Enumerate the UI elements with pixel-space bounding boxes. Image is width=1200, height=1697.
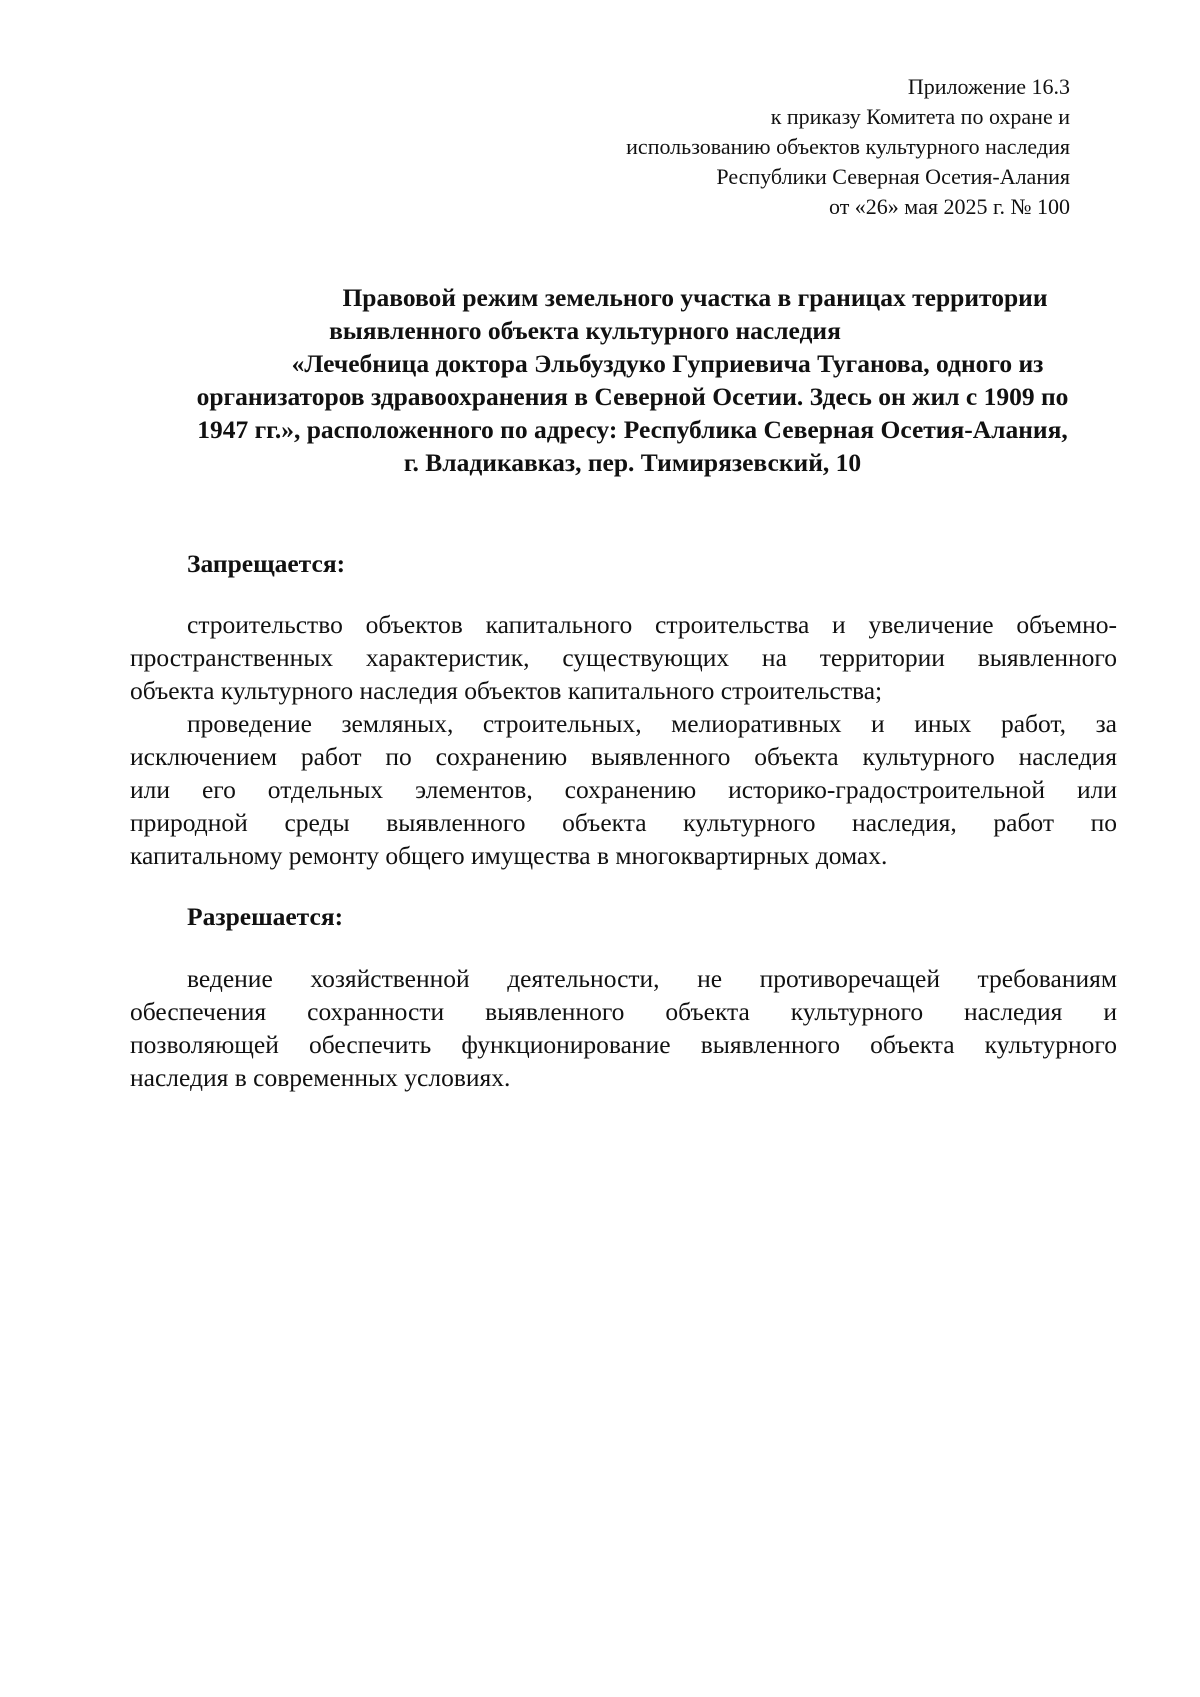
appendix-date-number: от «26» мая 2025 г. № 100 [828, 194, 1070, 219]
paragraph-line: проведение земляных, строительных, мелиоративных и иных работ, за [187, 709, 1117, 738]
appendix-republic: Республики Северная Осетия-Алания [716, 164, 1070, 189]
forbidden-heading: Запрещается: [187, 549, 346, 578]
paragraph-line: исключением работ по сохранению выявленного объекта культурного наследия [130, 742, 1117, 771]
paragraph-line: строительство объектов капитального строительства и увеличение объемно- [187, 610, 1117, 639]
title-line: выявленного объекта культурного наследия [329, 316, 841, 345]
paragraph-line: позволяющей обеспечить функционирование выявленного объекта культурного [130, 1030, 1117, 1059]
appendix-order-ref: к приказу Комитета по охране и [770, 104, 1070, 129]
title-line: организаторов здравоохранения в Северной Осетии. Здесь он жил с 1909 по [196, 382, 1069, 411]
paragraph-line: пространственных характеристик, существующих на территории выявленного [130, 643, 1117, 672]
appendix-header [470, 72, 1070, 222]
paragraph-line: капитальному ремонту общего имущества в многоквартирных домах. [130, 841, 888, 870]
document-title [145, 281, 1120, 479]
allowed-paragraph-activity [130, 962, 1117, 1094]
allowed-heading: Разрешается: [187, 902, 344, 931]
title-line: Правовой режим земельного участка в границах территории [342, 283, 1048, 312]
paragraph-line: или его отдельных элементов, сохранению историко-градостроительной или [130, 775, 1117, 804]
title-line: «Лечебница доктора Эльбуздуко Гуприевича Туганова, одного из [291, 349, 1044, 378]
paragraph-line: обеспечения сохранности выявленного объекта культурного наследия и [130, 997, 1117, 1026]
paragraph-line: ведение хозяйственной деятельности, не противоречащей требованиям [187, 964, 1117, 993]
forbidden-paragraph-works [130, 707, 1117, 872]
forbidden-paragraph-construction [130, 608, 1117, 707]
title-line: г. Владикавказ, пер. Тимирязевский, 10 [403, 448, 862, 477]
appendix-number: Приложение 16.3 [907, 74, 1070, 99]
paragraph-line: наследия в современных условиях. [130, 1063, 511, 1092]
paragraph-line: природной среды выявленного объекта культурного наследия, работ по [130, 808, 1117, 837]
paragraph-line: объекта культурного наследия объектов капитального строительства; [130, 676, 883, 705]
appendix-committee: использованию объектов культурного наследия [626, 134, 1070, 159]
title-line: 1947 гг.», расположенного по адресу: Республика Северная Осетия-Алания, [197, 415, 1068, 444]
